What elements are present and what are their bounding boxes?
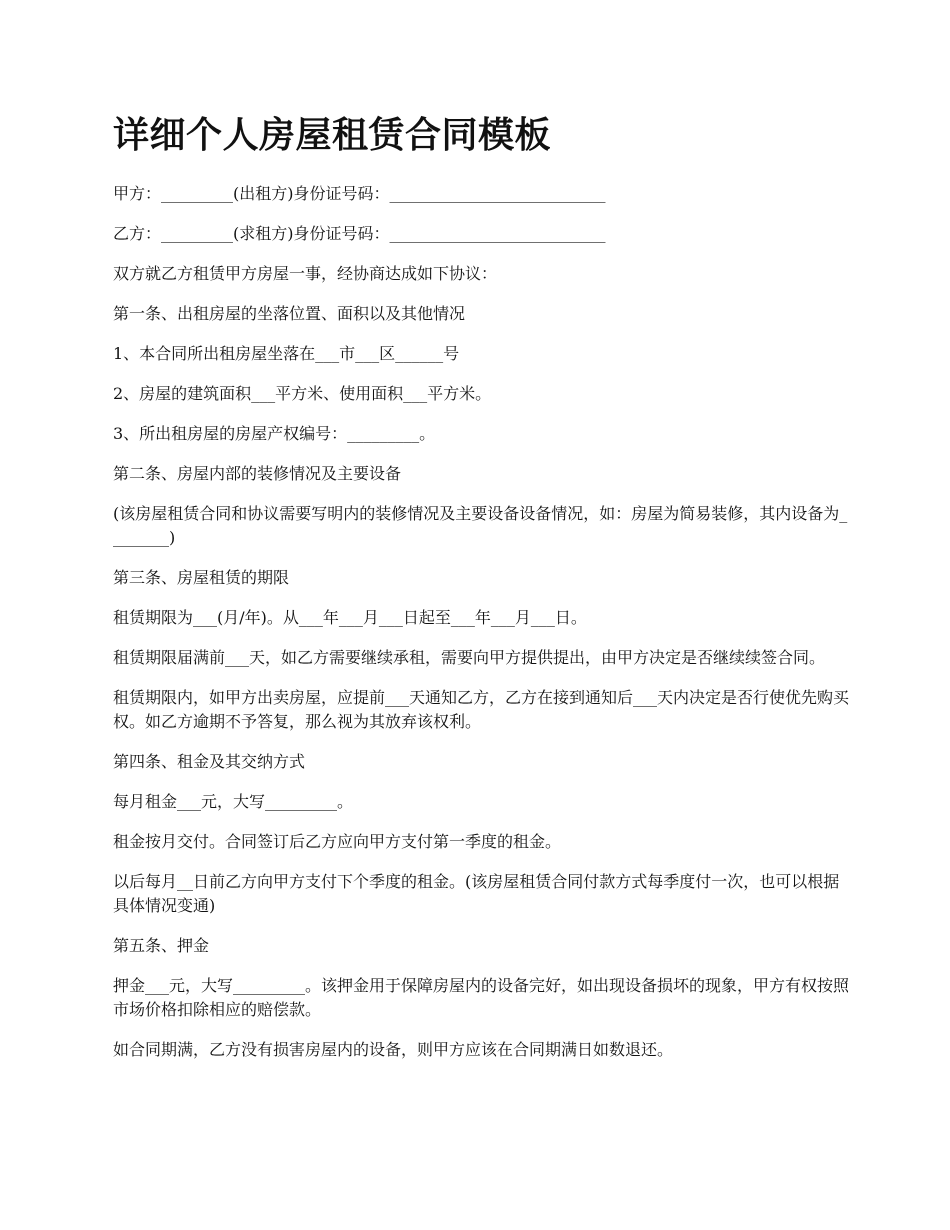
article-2-body: (该房屋租赁合同和协议需要写明内的装修情况及主要设备设备情况，如：房屋为简易装修，其内设备为________) [113, 504, 848, 547]
party-a-line: 甲方：_________(出租方)身份证号码：___________________________ [113, 184, 606, 203]
article-1-item-1: 1、本合同所出租房屋坐落在___市___区______号 [113, 344, 460, 363]
article-3-preemption: 租赁期限内，如甲方出卖房屋，应提前___天通知乙方，乙方在接到通知后___天内决定是否行使优先购买权。如乙方逾期不予答复，那么视为其放弃该权利。 [113, 688, 850, 731]
article-4-payment: 租金按月交付。合同签订后乙方应向甲方支付第一季度的租金。 [113, 832, 562, 851]
party-b-line: 乙方：_________(求租方)身份证号码：___________________________ [113, 224, 606, 243]
article-1-heading: 第一条、出租房屋的坐落位置、面积以及其他情况 [113, 304, 466, 323]
article-1-item-2: 2、房屋的建筑面积___平方米、使用面积___平方米。 [113, 384, 492, 403]
article-5-deposit: 押金___元，大写_________。该押金用于保障房屋内的设备完好，如出现设备损坏的现象，甲方有权按照市场价格扣除相应的赔偿款。 [113, 976, 850, 1019]
article-3-heading: 第三条、房屋租赁的期限 [113, 568, 290, 587]
agreement-intro: 双方就乙方租赁甲方房屋一事，经协商达成如下协议： [113, 264, 498, 283]
article-5-refund: 如合同期满，乙方没有损害房屋内的设备，则甲方应该在合同期满日如数退还。 [113, 1040, 674, 1059]
article-4-monthly-rent: 每月租金___元，大写_________。 [113, 792, 354, 811]
article-4-schedule: 以后每月__日前乙方向甲方支付下个季度的租金。(该房屋租赁合同付款方式每季度付一次，也可以根据具体情况变通) [113, 872, 840, 915]
article-4-heading: 第四条、租金及其交纳方式 [113, 752, 306, 771]
document-page [113, 110, 853, 1078]
article-5-heading: 第五条、押金 [113, 936, 210, 955]
article-3-renewal: 租赁期限届满前___天，如乙方需要继续承租，需要向甲方提供提出，由甲方决定是否继续续签合同。 [113, 648, 826, 667]
article-3-term: 租赁期限为___(月/年)。从___年___月___日起至___年___月___日。 [113, 608, 587, 627]
article-1-item-3: 3、所出租房屋的房屋产权编号：_________。 [113, 424, 436, 443]
article-2-heading: 第二条、房屋内部的装修情况及主要设备 [113, 464, 402, 483]
document-title: 详细个人房屋租赁合同模板 [113, 115, 552, 156]
